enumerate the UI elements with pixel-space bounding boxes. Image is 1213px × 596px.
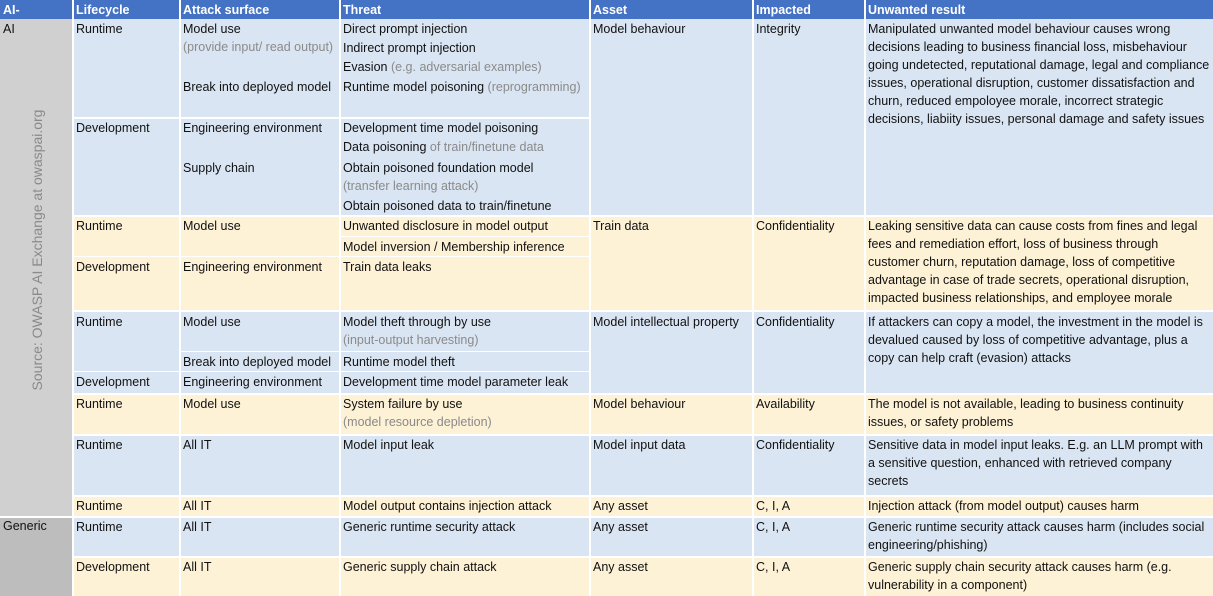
threat-runtime-model-theft: Runtime model theft: [340, 352, 590, 371]
lifecycle-runtime-1: Runtime: [73, 19, 180, 118]
threat-generic-supply-chain: Generic supply chain attack: [340, 557, 590, 596]
surface-supply-chain: Supply chain: [180, 158, 340, 215]
row-divider: [0, 516, 1213, 518]
threat-generic-runtime: Generic runtime security attack: [340, 517, 590, 556]
impacted-integrity: Integrity: [753, 19, 865, 215]
impacted-confidentiality-2: Confidentiality: [753, 312, 865, 393]
threat-model-inversion: Model inversion / Membership inference: [340, 237, 590, 256]
col-divider: [179, 0, 181, 596]
surface-model-use-label: Model use: [183, 22, 241, 36]
asset-any-7: Any asset: [590, 517, 753, 556]
impacted-cia-7: C, I, A: [753, 517, 865, 556]
header-impacted: Impacted: [753, 0, 865, 19]
header-threat: Threat: [340, 0, 590, 19]
col-divider: [864, 0, 866, 596]
lifecycle-development-1: Development: [73, 118, 180, 215]
threat-direct-prompt-injection: Direct prompt injection: [340, 19, 590, 38]
asset-model-behaviour-2: Model behaviour: [590, 394, 753, 434]
lifecycle-runtime-2: Runtime: [73, 216, 180, 256]
asset-model-input-data: Model input data: [590, 435, 753, 495]
row-divider: [73, 434, 1213, 436]
col-divider: [589, 0, 591, 596]
lifecycle-runtime-3: Runtime: [73, 312, 180, 371]
surface-break-in-3: Break into deployed model: [180, 352, 340, 371]
asset-any-6: Any asset: [590, 496, 753, 516]
threat-poisoned-data: Obtain poisoned data to train/finetune: [340, 196, 590, 215]
header-attack-surface: Attack surface: [180, 0, 340, 19]
lifecycle-runtime-4: Runtime: [73, 394, 180, 434]
surface-all-it-7: All IT: [180, 517, 340, 556]
group-generic: [0, 516, 73, 596]
surface-model-use-1: [180, 19, 340, 77]
result-train-data: Leaking sensitive data can cause costs from fines and legal fees and remediation effort, loss of business through customer churn, reputation damage, loss of competitive advantage in case of trade secrets, operational disruption, impacted business relationships, and employee morale: [865, 216, 1213, 310]
header-lifecycle: Lifecycle: [73, 0, 180, 19]
threat-data-poisoning: Data poisoning of train/finetune data: [340, 137, 590, 158]
row-divider: [73, 393, 1213, 395]
result-model-ip: If attackers can copy a model, the investment in the model is devalued caused by loss of competitive advantage, plus a copy can help craft (evasion) attacks: [865, 312, 1213, 393]
surface-all-it-8: All IT: [180, 557, 340, 596]
result-integrity: Manipulated unwanted model behaviour causes wrong decisions leading to business financial loss, misbehaviour going undetected, reputational damage, legal and compliance issues, operational disruption, customer dissatisfaction and churn, reduced empoloyee morale, incorrect strategic decisions, liabiity issues, personal damage and safety issues: [865, 19, 1213, 215]
col-divider: [752, 0, 754, 596]
surface-eng-env-3: Engineering environment: [180, 372, 340, 393]
header-unwanted-result: Unwanted result: [865, 0, 1213, 19]
lifecycle-runtime-5: Runtime: [73, 435, 180, 495]
surface-eng-env-1: Engineering environment: [180, 118, 340, 158]
col-divider: [339, 0, 341, 596]
threat-output-injection: Model output contains injection attack: [340, 496, 590, 516]
threat-runtime-model-poisoning: Runtime model poisoning (reprogramming): [340, 77, 590, 118]
header-asset: Asset: [590, 0, 753, 19]
surface-all-it-6: All IT: [180, 496, 340, 516]
threat-param-leak: Development time model parameter leak: [340, 372, 590, 393]
threat-indirect-prompt-injection: Indirect prompt injection: [340, 38, 590, 57]
asset-model-ip: Model intellectual property: [590, 312, 753, 393]
asset-any-8: Any asset: [590, 557, 753, 596]
threat-train-data-leaks: Train data leaks: [340, 257, 590, 310]
impacted-cia-8: C, I, A: [753, 557, 865, 596]
lifecycle-development-8: Development: [73, 557, 180, 596]
threat-poisoned-foundation-model: Obtain poisoned foundation model (transfer learning attack): [340, 158, 590, 196]
asset-model-behaviour: Model behaviour: [590, 19, 753, 215]
row-divider: [73, 556, 1213, 558]
surface-eng-env-2: Engineering environment: [180, 257, 340, 310]
impacted-cia-6: C, I, A: [753, 496, 865, 516]
row-divider: [73, 215, 1213, 217]
impacted-confidentiality-1: Confidentiality: [753, 216, 865, 310]
impacted-confidentiality-3: Confidentiality: [753, 435, 865, 495]
lifecycle-development-2: Development: [73, 257, 180, 310]
surface-all-it-5: All IT: [180, 435, 340, 495]
lifecycle-development-3: Development: [73, 372, 180, 393]
asset-train-data: Train data: [590, 216, 753, 310]
row-divider: [73, 310, 1213, 312]
lifecycle-runtime-7: Runtime: [73, 517, 180, 556]
threat-model-theft: Model theft through by use (input-output harvesting): [340, 312, 590, 351]
surface-model-use-4: Model use: [180, 394, 340, 434]
col-divider: [72, 0, 74, 596]
row-divider: [73, 117, 590, 119]
result-generic-runtime: Generic runtime security attack causes harm (includes social engineering/phishing): [865, 517, 1213, 556]
surface-model-use-3: Model use: [180, 312, 340, 351]
row-divider: [73, 495, 1213, 497]
group-generic-label: Generic: [3, 519, 47, 533]
threat-dev-model-poisoning: Development time model poisoning: [340, 118, 590, 137]
impacted-availability: Availability: [753, 394, 865, 434]
result-generic-supply-chain: Generic supply chain security attack causes harm (e.g. vulnerability in a component): [865, 557, 1213, 596]
result-availability: The model is not available, leading to business continuity issues, or safety problems: [865, 394, 1213, 434]
surface-model-use-note: (provide input/ read output): [183, 40, 334, 54]
threat-evasion: Evasion (e.g. adversarial examples): [340, 57, 590, 77]
lifecycle-runtime-6: Runtime: [73, 496, 180, 516]
threat-unwanted-disclosure: Unwanted disclosure in model output: [340, 216, 590, 236]
surface-model-use-2: Model use: [180, 216, 340, 256]
result-output-injection: Injection attack (from model output) causes harm: [865, 496, 1213, 516]
result-model-input-leak: Sensitive data in model input leaks. E.g. an LLM prompt with a sensitive question, enhanced with retrieved company secrets: [865, 435, 1213, 495]
group-ai-label: AI: [3, 22, 15, 36]
source-note: Source: OWASP AI Exchange at owaspai.org: [29, 109, 45, 391]
header-ai-specific: AI-: [0, 0, 73, 19]
threat-system-failure: System failure by use (model resource depletion): [340, 394, 590, 434]
threat-model-input-leak: Model input leak: [340, 435, 590, 495]
surface-break-in-1: Break into deployed model: [180, 77, 340, 118]
